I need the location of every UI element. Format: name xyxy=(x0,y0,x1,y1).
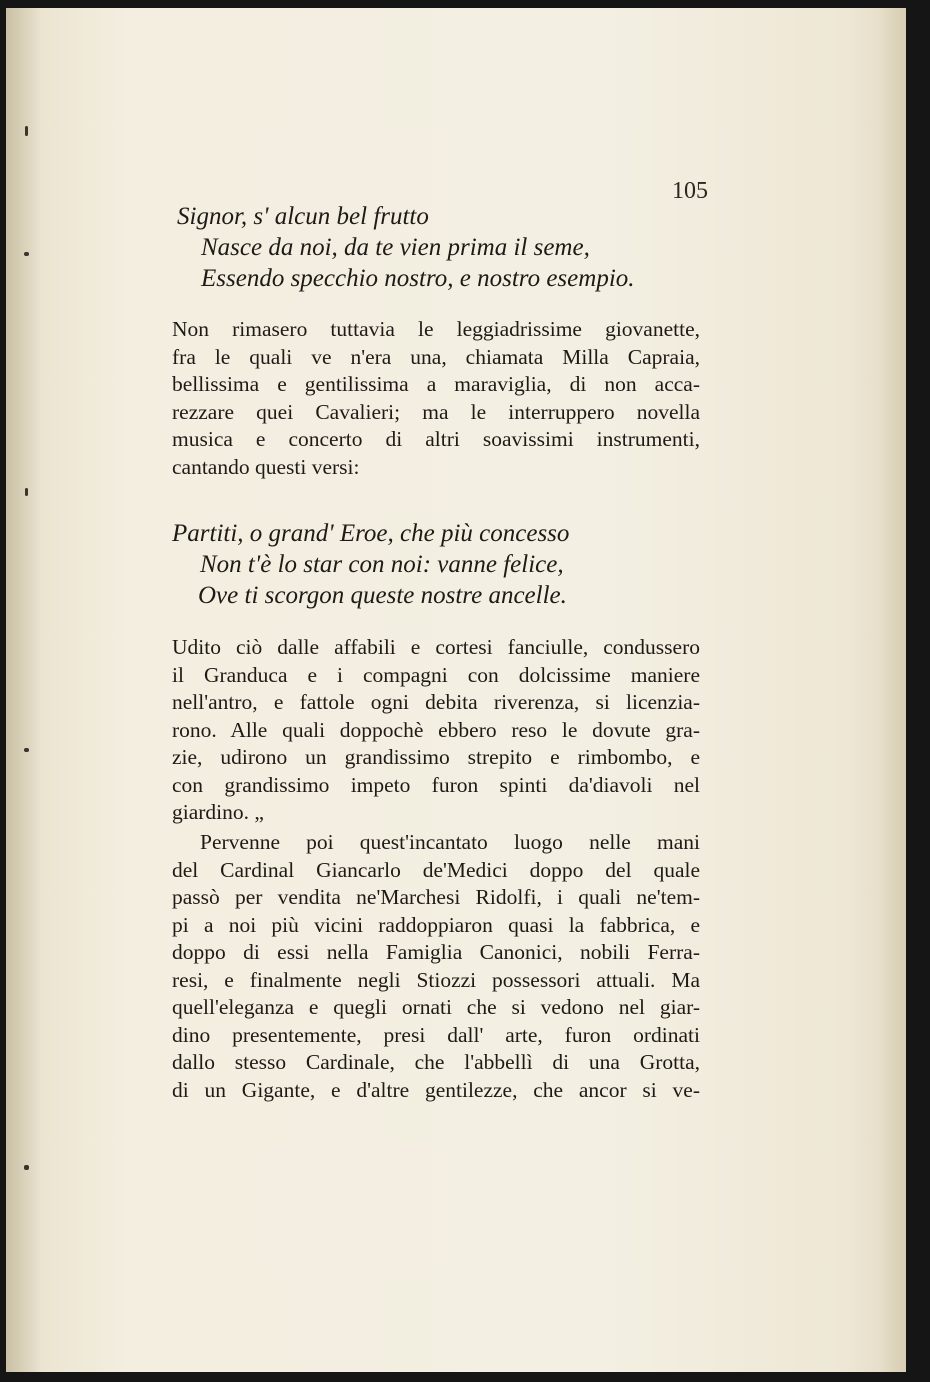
text-line: del Cardinal Giancarlo de'Medici doppo del quale xyxy=(172,857,700,882)
text-line: dino presentemente, presi dall' arte, furon ordinati xyxy=(172,1022,700,1047)
binding-mark xyxy=(24,1165,29,1170)
binding-gutter xyxy=(6,8,40,1372)
text-line: doppo di essi nella Famiglia Canonici, nobili Ferra- xyxy=(172,940,700,964)
paragraph-2 xyxy=(172,634,700,827)
verse-line: Partiti, o grand' Eroe, che più concesso xyxy=(172,520,570,547)
text-line: nell'antro, e fattole ogni debita riverenza, si licenzia- xyxy=(172,690,700,714)
text-line: resi, e finalmente negli Stiozzi possessori attuali. Ma xyxy=(172,967,700,992)
verse-line: Essendo specchio nostro, e nostro esempio. xyxy=(201,265,635,292)
text-line: rezzare quei Cavalieri; ma le interruppero novella xyxy=(172,399,700,424)
page-edge xyxy=(880,8,906,1372)
text-line: Udito ciò dalle affabili e cortesi fanciulle, condussero xyxy=(172,635,700,659)
text-line: dallo stesso Cardinale, che l'abbellì di una Grotta, xyxy=(172,1050,700,1074)
verse-line: Non t'è lo star con noi: vanne felice, xyxy=(200,551,564,578)
text-line: musica e concerto di altri soavissimi instrumenti, xyxy=(172,427,700,451)
text-line: passò per vendita ne'Marchesi Ridolfi, i quali ne'tem- xyxy=(172,885,700,909)
verse-stanza-2 xyxy=(172,518,569,611)
binding-mark xyxy=(24,252,29,256)
verse-line: Nasce da noi, da te vien prima il seme, xyxy=(201,234,590,261)
verse-stanza-1 xyxy=(177,201,635,294)
verse-line: Signor, s' alcun bel frutto xyxy=(177,203,429,230)
text-line: con grandissimo impeto furon spinti da'diavoli nel xyxy=(172,772,700,797)
text-line: il Granduca e i compagni con dolcissime maniere xyxy=(172,662,700,687)
verse-line: Ove ti scorgon queste nostre ancelle. xyxy=(198,582,567,609)
text-line: rono. Alle quali doppochè ebbero reso le dovute gra- xyxy=(172,717,700,742)
paragraph-3 xyxy=(172,829,700,1104)
binding-mark xyxy=(24,748,29,752)
text-line: cantando questi versi: xyxy=(172,454,360,479)
binding-mark xyxy=(25,126,28,136)
text-line: zie, udirono un grandissimo strepito e rimbombo, e xyxy=(172,745,700,769)
binding-mark xyxy=(25,488,28,496)
text-line: pi a noi più vicini raddoppiaron quasi la fabbrica, e xyxy=(172,912,700,937)
text-line: quell'eleganza e quegli ornati che si vedono nel giar- xyxy=(172,995,700,1019)
text-line: bellissima e gentilissima a maraviglia, di non acca- xyxy=(172,372,700,396)
text-line: Pervenne poi quest'incantato luogo nelle mani xyxy=(200,830,700,854)
paragraph-1 xyxy=(172,316,700,481)
text-line: giardino. „ xyxy=(172,800,264,824)
text-line: di un Gigante, e d'altre gentilezze, che ancor si ve- xyxy=(172,1077,700,1102)
text-line: fra le quali ve n'era una, chiamata Milla Capraia, xyxy=(172,344,700,369)
text-line: Non rimasero tuttavia le leggiadrissime giovanette, xyxy=(172,317,700,341)
page-number: 105 xyxy=(672,178,708,204)
